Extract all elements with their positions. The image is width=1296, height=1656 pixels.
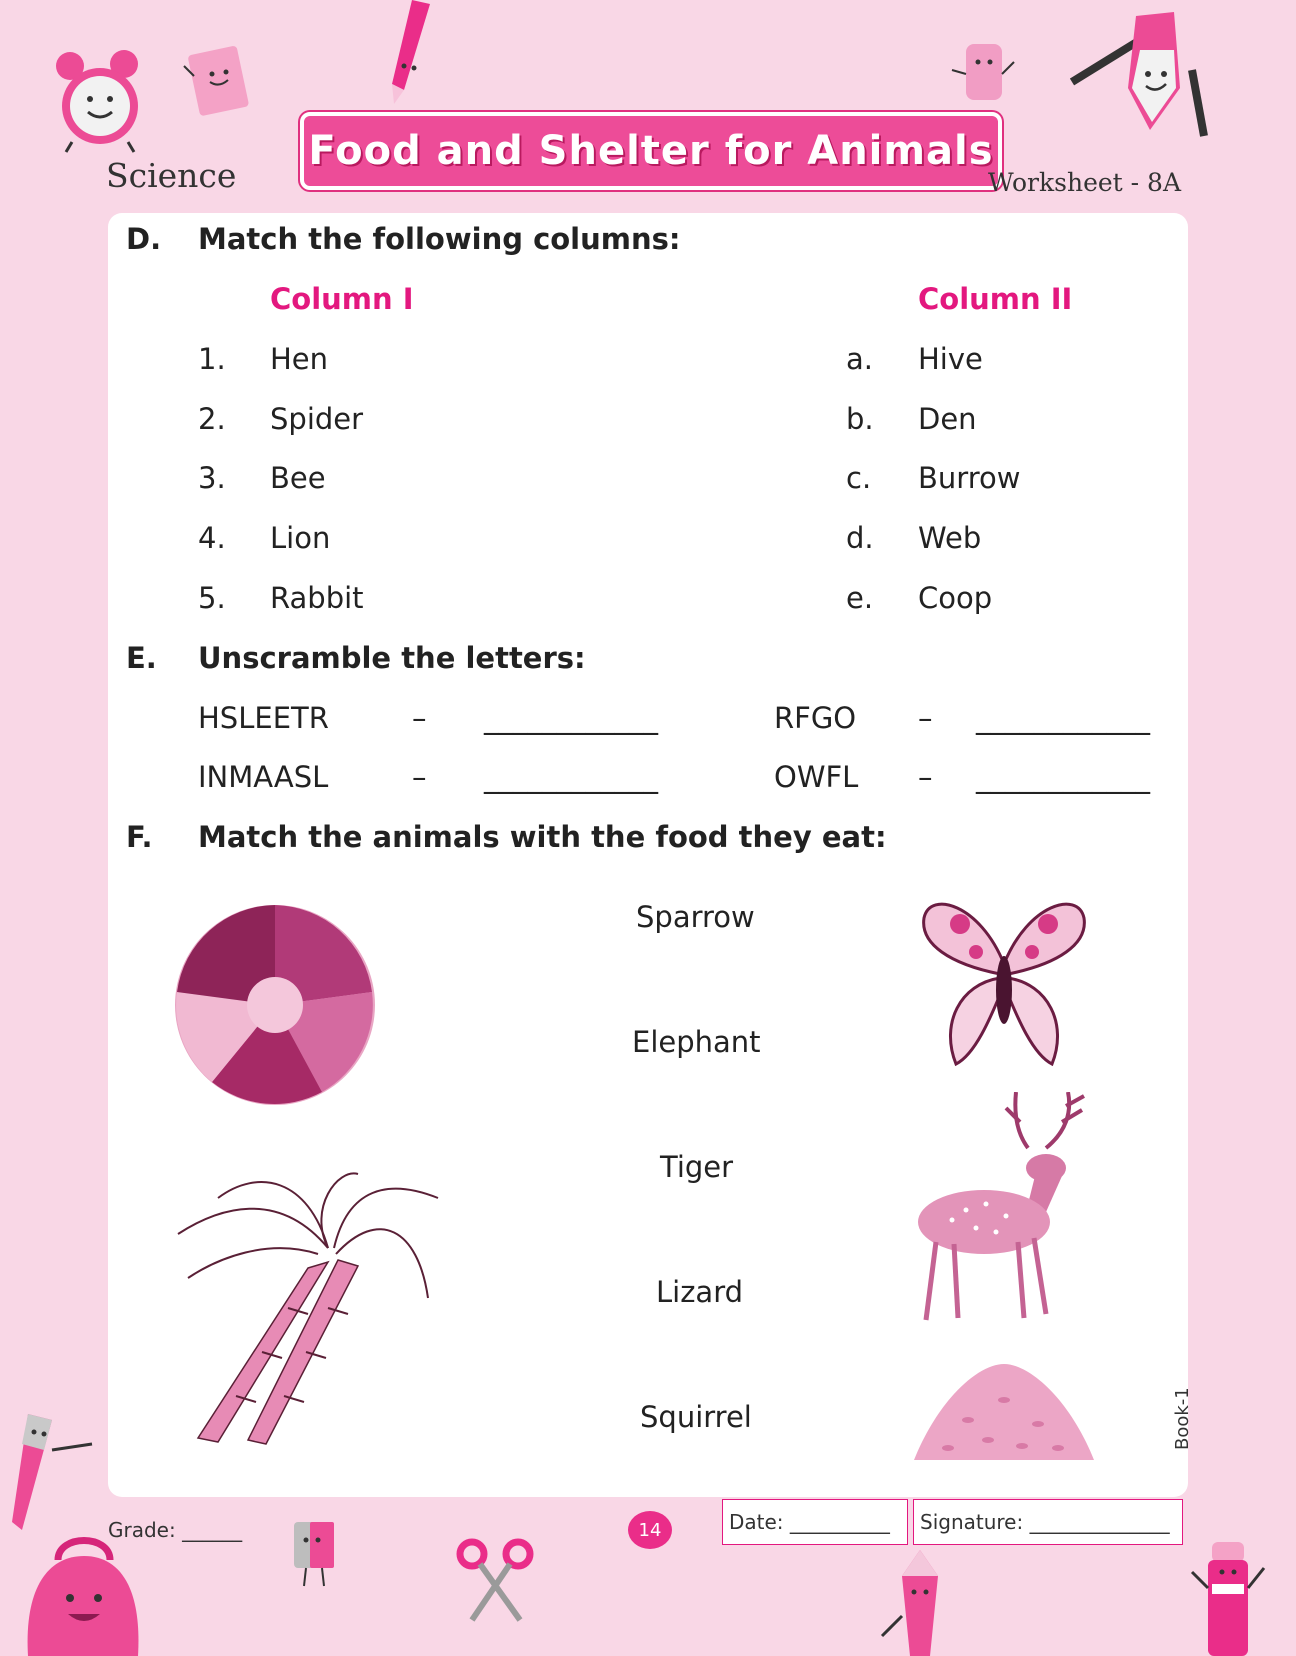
answer-blank[interactable]: ____________ xyxy=(976,760,1150,794)
col1-item-bee: Bee xyxy=(270,461,326,495)
col1-num: 2. xyxy=(198,402,226,436)
scrambled-word: OWFL xyxy=(774,760,859,794)
section-e-letter: E. xyxy=(126,641,157,675)
worksheet-number: Worksheet - 8A xyxy=(988,168,1182,197)
col2-item-web: Web xyxy=(918,521,982,555)
scissors-icon xyxy=(456,1536,536,1622)
sugarcane-image xyxy=(158,1168,444,1448)
page-number: 14 xyxy=(628,1511,672,1549)
col1-item-lion: Lion xyxy=(270,521,331,555)
col2-letter: d. xyxy=(846,521,874,555)
column-1-title: Column I xyxy=(270,282,414,316)
ruler-character-icon xyxy=(8,1410,94,1532)
date-label: Date: __________ xyxy=(729,1510,890,1534)
col2-letter: e. xyxy=(846,581,874,615)
grade-field[interactable]: Grade: ______ xyxy=(108,1518,243,1542)
animal-tiger: Tiger xyxy=(660,1150,734,1184)
col2-item-burrow: Burrow xyxy=(918,461,1021,495)
sharpener-character-icon xyxy=(282,1518,346,1590)
deer-image xyxy=(896,1092,1104,1324)
scrambled-word: INMAASL xyxy=(198,760,329,794)
animal-elephant: Elephant xyxy=(632,1025,761,1059)
col1-item-hen: Hen xyxy=(270,342,329,376)
pencil-top-icon xyxy=(380,0,444,110)
section-d-prompt: Match the following columns: xyxy=(198,222,681,256)
animal-squirrel: Squirrel xyxy=(640,1400,752,1434)
col2-item-coop: Coop xyxy=(918,581,993,615)
col1-item-spider: Spider xyxy=(270,402,364,436)
col2-letter: c. xyxy=(846,461,872,495)
pen-character-icon xyxy=(1070,10,1210,140)
column-2-title: Column II xyxy=(918,282,1073,316)
col2-item-den: Den xyxy=(918,402,977,436)
animal-lizard: Lizard xyxy=(656,1275,744,1309)
col1-num: 3. xyxy=(198,461,226,495)
col2-item-hive: Hive xyxy=(918,342,983,376)
section-f-prompt: Match the animals with the food they eat: xyxy=(198,820,887,854)
eraser-icon xyxy=(948,40,1018,112)
animal-sparrow: Sparrow xyxy=(636,900,755,934)
subject-label: Science xyxy=(106,156,237,195)
col1-num: 5. xyxy=(198,581,226,615)
title-banner xyxy=(300,112,1002,190)
glue-stick-character-icon xyxy=(1190,1538,1266,1656)
section-d-letter: D. xyxy=(126,222,162,256)
scrambled-word: HSLEETR xyxy=(198,701,329,735)
nuts-image xyxy=(172,902,378,1108)
alarm-clock-icon xyxy=(52,44,148,154)
page-title: Food and Shelter for Animals xyxy=(308,128,994,174)
col2-letter: a. xyxy=(846,342,873,376)
butterfly-image xyxy=(920,894,1088,1070)
col1-item-rabbit: Rabbit xyxy=(270,581,364,615)
col2-letter: b. xyxy=(846,402,874,436)
answer-blank[interactable]: ____________ xyxy=(484,701,658,735)
section-e-prompt: Unscramble the letters: xyxy=(198,641,586,675)
notebook-icon xyxy=(178,44,258,124)
scrambled-word: RFGO xyxy=(774,701,857,735)
bag-character-icon xyxy=(18,1528,148,1656)
book-label: Book-1 xyxy=(1172,1387,1193,1450)
dash: – xyxy=(412,701,427,735)
pencil-character-icon xyxy=(880,1546,960,1656)
date-field[interactable] xyxy=(722,1499,908,1545)
dash: – xyxy=(918,760,933,794)
col1-num: 4. xyxy=(198,521,226,555)
dash: – xyxy=(918,701,933,735)
answer-blank[interactable]: ____________ xyxy=(976,701,1150,735)
answer-blank[interactable]: ____________ xyxy=(484,760,658,794)
signature-label: Signature: ______________ xyxy=(920,1510,1170,1534)
col1-num: 1. xyxy=(198,342,226,376)
grains-image xyxy=(908,1360,1100,1468)
dash: – xyxy=(412,760,427,794)
section-f-letter: F. xyxy=(126,820,153,854)
signature-field[interactable] xyxy=(913,1499,1183,1545)
